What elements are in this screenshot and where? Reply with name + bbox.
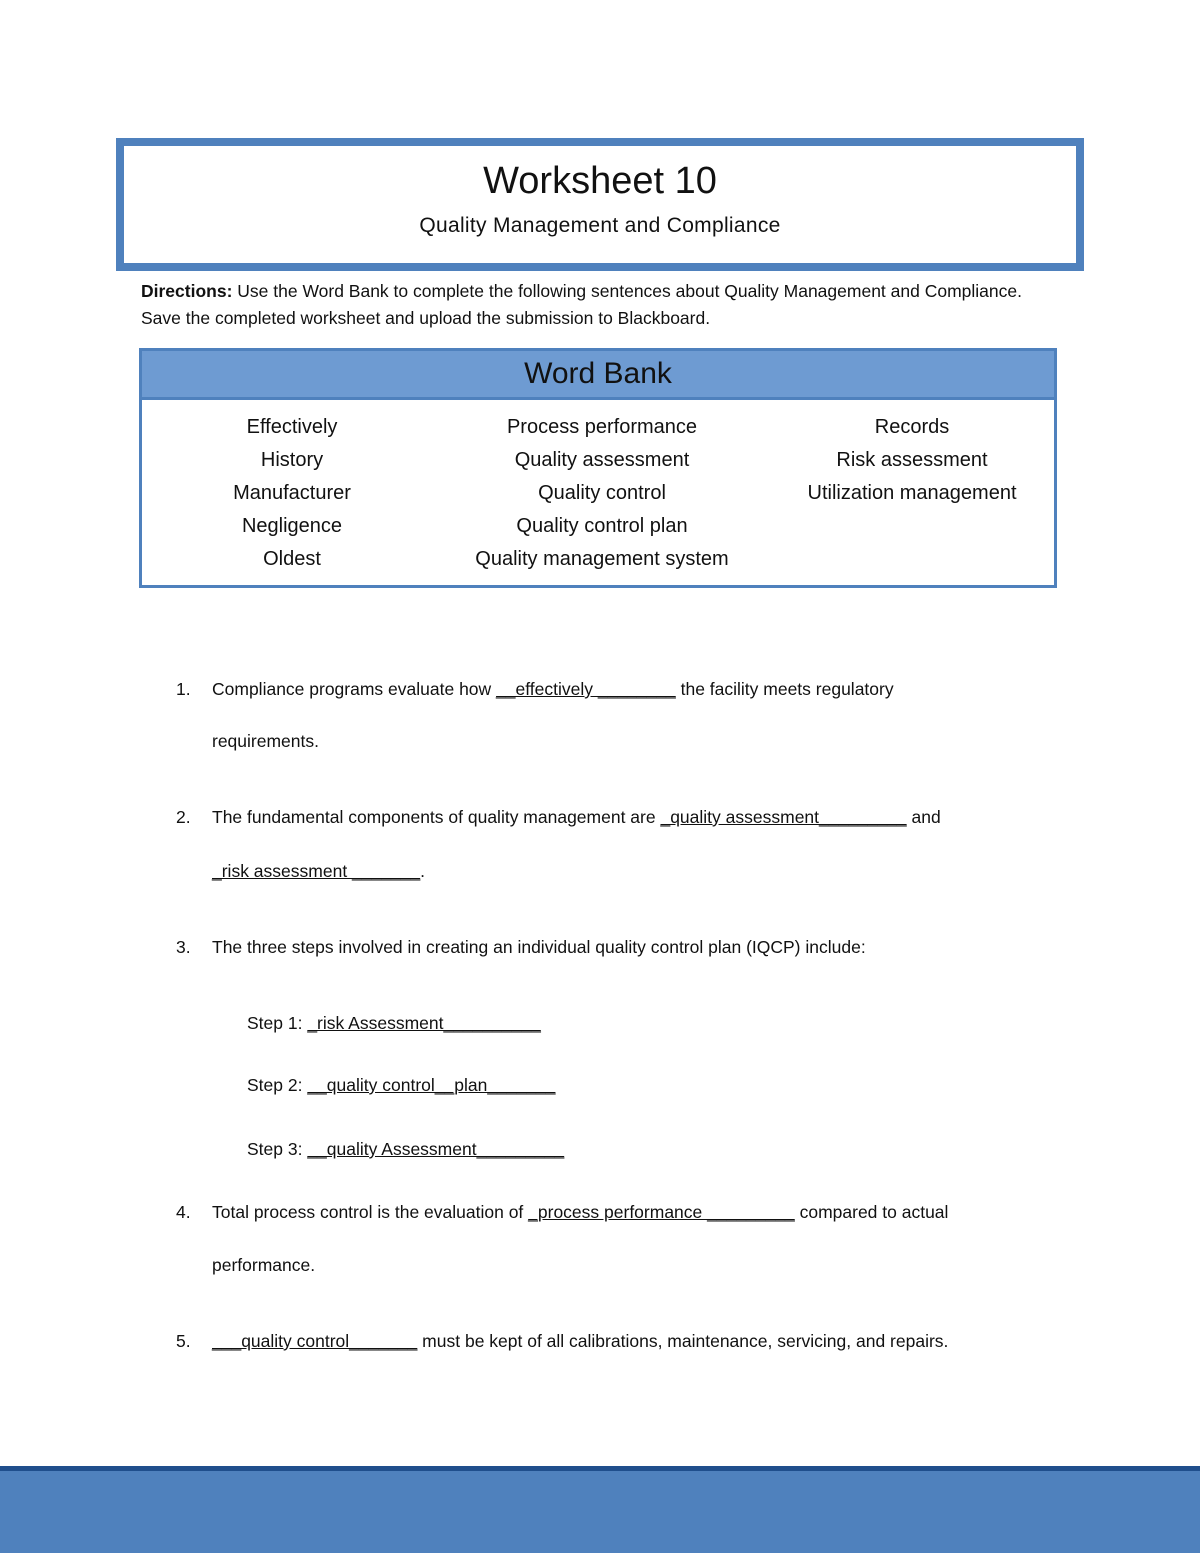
question-text: The three steps involved in creating an individual quality control plan (IQCP) include: [212,937,866,957]
word-bank-title: Word Bank [142,351,1054,400]
step-1 [247,1013,541,1034]
answer-blank[interactable]: _quality assessment_________ [660,807,907,827]
answer-blank[interactable]: __effectively ________ [496,679,676,699]
step-label: Step 1: [247,1013,308,1033]
answer-blank[interactable]: __quality Assessment_________ [307,1139,565,1159]
answer-blank[interactable]: _process performance _________ [528,1202,795,1222]
step-2 [247,1075,555,1096]
question-text: must be kept of all calibrations, maintenance, servicing, and repairs. [417,1331,949,1351]
question-2 [176,807,941,828]
word-bank-item: Utilization management [807,482,1017,504]
step-label: Step 2: [247,1075,308,1095]
directions-label: Directions: [141,281,233,301]
question-text: compared to actual [794,1202,949,1222]
word-bank-item: Manufacturer [233,482,351,504]
title-box [116,138,1084,271]
question-number: 3. [176,937,191,957]
footer-band [0,1471,1200,1553]
word-bank-item: Records [874,416,950,438]
word-bank-item: Quality assessment [514,449,690,471]
word-bank [139,348,1057,588]
word-bank-item: Process performance [506,416,698,438]
page-subtitle: Quality Management and Compliance [419,214,781,237]
question-1-continuation: requirements. [212,731,319,751]
question-1 [176,679,894,700]
word-bank-item: Quality control [538,482,666,504]
word-bank-item: Quality control plan [516,515,688,537]
answer-blank[interactable]: _risk assessment _______ [212,861,421,881]
question-2-continuation [212,861,425,882]
question-number: 5. [176,1331,191,1351]
question-text: The fundamental components of quality management are [212,807,661,827]
word-bank-column-1 [192,411,392,576]
answer-blank[interactable]: ___quality control_______ [212,1331,418,1351]
step-label: Step 3: [247,1139,308,1159]
step-3 [247,1139,564,1160]
directions-text: Use the Word Bank to complete the following sentences about Quality Management and Compliance. Save the completed worksheet and upload the submission to Blackboard. [141,281,1022,328]
question-5 [176,1331,949,1352]
word-bank-item: Oldest [263,548,321,570]
word-bank-column-3 [782,411,1042,510]
page-title: Worksheet 10 [483,160,717,202]
word-bank-column-2 [452,411,752,576]
question-text: and [906,807,941,827]
question-number: 1. [176,679,191,699]
question-3 [176,937,866,958]
question-4-continuation: performance. [212,1255,316,1275]
answer-blank[interactable]: _risk Assessment__________ [307,1013,541,1033]
word-bank-item: History [260,449,324,471]
directions [141,278,1051,332]
question-4 [176,1202,949,1223]
word-bank-item: Negligence [241,515,343,537]
word-bank-item: Risk assessment [836,449,988,471]
question-text: Total process control is the evaluation of [212,1202,529,1222]
question-text: Compliance programs evaluate how [212,679,497,699]
question-number: 2. [176,807,191,827]
word-bank-item: Quality management system [475,548,729,570]
word-bank-item: Effectively [246,416,338,438]
question-text: . [420,861,426,881]
question-number: 4. [176,1202,191,1222]
question-text: the facility meets regulatory [675,679,894,699]
answer-blank[interactable]: __quality control__plan_______ [307,1075,556,1095]
